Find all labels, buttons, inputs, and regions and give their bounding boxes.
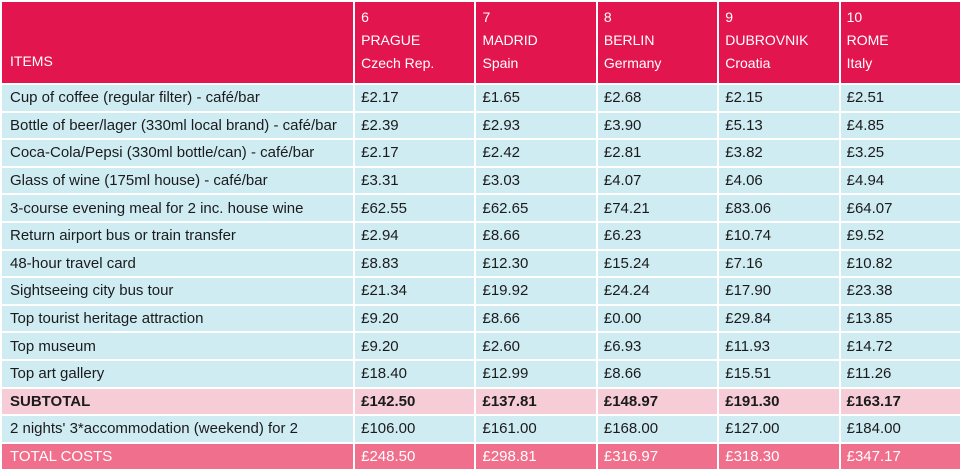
price-cell: £4.94 bbox=[841, 168, 960, 194]
price-cell: £2.17 bbox=[355, 140, 474, 166]
price-cell: £64.07 bbox=[841, 195, 960, 221]
price-cell: £9.20 bbox=[355, 333, 474, 359]
price-cell: £62.55 bbox=[355, 195, 474, 221]
price-cell: £127.00 bbox=[719, 416, 838, 442]
city-country: Italy bbox=[846, 55, 873, 71]
table-row bbox=[2, 195, 960, 221]
price-cell: £4.07 bbox=[598, 168, 717, 194]
price-cell: £106.00 bbox=[355, 416, 474, 442]
price-cell: £10.74 bbox=[719, 223, 838, 249]
city-rank: 8 bbox=[603, 9, 612, 25]
price-cell: £316.97 bbox=[598, 444, 717, 470]
table-row bbox=[2, 140, 960, 166]
city-country: Croatia bbox=[725, 55, 771, 71]
table-header bbox=[2, 2, 960, 83]
price-cell: £23.38 bbox=[841, 278, 960, 304]
price-cell: £3.31 bbox=[355, 168, 474, 194]
price-cell: £9.52 bbox=[841, 223, 960, 249]
price-cell: £4.06 bbox=[719, 168, 838, 194]
price-cell: £15.24 bbox=[598, 251, 717, 277]
table-row bbox=[2, 361, 960, 387]
price-cell: £2.42 bbox=[476, 140, 595, 166]
city-rank: 7 bbox=[482, 9, 491, 25]
city-column-header-berlin bbox=[598, 2, 717, 83]
price-cell: £8.66 bbox=[598, 361, 717, 387]
price-cell: £3.25 bbox=[841, 140, 960, 166]
price-cell: £2.15 bbox=[719, 85, 838, 111]
city-country: Germany bbox=[603, 55, 662, 71]
price-cell: £15.51 bbox=[719, 361, 838, 387]
city-column-header-prague bbox=[355, 2, 474, 83]
price-cell: £161.00 bbox=[476, 416, 595, 442]
total-costs-row bbox=[2, 444, 960, 470]
city-name: ROME bbox=[846, 32, 889, 48]
item-cell: 3-course evening meal for 2 inc. house wine bbox=[2, 195, 353, 221]
items-column-header bbox=[2, 2, 353, 83]
city-name: BERLIN bbox=[603, 32, 655, 48]
price-cell: £248.50 bbox=[355, 444, 474, 470]
item-cell: Top tourist heritage attraction bbox=[2, 306, 353, 332]
header-row bbox=[2, 2, 960, 83]
price-cell: £11.26 bbox=[841, 361, 960, 387]
price-cell: £2.81 bbox=[598, 140, 717, 166]
price-cell: £8.66 bbox=[476, 223, 595, 249]
price-cell: £3.03 bbox=[476, 168, 595, 194]
city-rank: 6 bbox=[361, 9, 369, 25]
price-cell: £83.06 bbox=[719, 195, 838, 221]
table-row bbox=[2, 251, 960, 277]
city-column-header-rome bbox=[841, 2, 960, 83]
item-cell: Return airport bus or train transfer bbox=[2, 223, 353, 249]
table-row bbox=[2, 85, 960, 111]
price-cell: £8.66 bbox=[476, 306, 595, 332]
city-name: MADRID bbox=[482, 32, 538, 48]
price-cell: £14.72 bbox=[841, 333, 960, 359]
price-cell: £2.60 bbox=[476, 333, 595, 359]
table-row bbox=[2, 113, 960, 139]
price-cell: £13.85 bbox=[841, 306, 960, 332]
price-cell: £12.30 bbox=[476, 251, 595, 277]
price-cell: £298.81 bbox=[476, 444, 595, 470]
table-row bbox=[2, 168, 960, 194]
accommodation-row bbox=[2, 416, 960, 442]
price-cell: £168.00 bbox=[598, 416, 717, 442]
price-cell: £142.50 bbox=[355, 389, 474, 415]
price-cell: £2.51 bbox=[841, 85, 960, 111]
item-cell: 2 nights' 3*accommodation (weekend) for 2 bbox=[2, 416, 353, 442]
table-row bbox=[2, 306, 960, 332]
price-cell: £6.23 bbox=[598, 223, 717, 249]
item-cell: SUBTOTAL bbox=[2, 389, 353, 415]
price-cell: £12.99 bbox=[476, 361, 595, 387]
price-cell: £2.68 bbox=[598, 85, 717, 111]
table-row bbox=[2, 278, 960, 304]
price-cell: £148.97 bbox=[598, 389, 717, 415]
item-cell: Coca-Cola/Pepsi (330ml bottle/can) - café/bar bbox=[2, 140, 353, 166]
price-cell: £7.16 bbox=[719, 251, 838, 277]
city-column-header-dubrovnik bbox=[719, 2, 838, 83]
item-cell: Glass of wine (175ml house) - café/bar bbox=[2, 168, 353, 194]
item-cell: TOTAL COSTS bbox=[2, 444, 353, 470]
price-cell: £24.24 bbox=[598, 278, 717, 304]
price-cell: £2.17 bbox=[355, 85, 474, 111]
city-country: Spain bbox=[482, 55, 519, 71]
price-cell: £137.81 bbox=[476, 389, 595, 415]
price-cell: £74.21 bbox=[598, 195, 717, 221]
price-cell: £29.84 bbox=[719, 306, 838, 332]
price-cell: £9.20 bbox=[355, 306, 474, 332]
price-cell: £18.40 bbox=[355, 361, 474, 387]
price-cell: £11.93 bbox=[719, 333, 838, 359]
table-row bbox=[2, 223, 960, 249]
price-cell: £347.17 bbox=[841, 444, 960, 470]
price-cell: £10.82 bbox=[841, 251, 960, 277]
price-cell: £2.39 bbox=[355, 113, 474, 139]
price-cell: £5.13 bbox=[719, 113, 838, 139]
city-rank: 9 bbox=[725, 9, 734, 25]
items-header-label: ITEMS bbox=[10, 53, 53, 69]
price-cell: £6.93 bbox=[598, 333, 717, 359]
price-cell: £2.93 bbox=[476, 113, 595, 139]
price-cell: £3.90 bbox=[598, 113, 717, 139]
item-cell: Sightseeing city bus tour bbox=[2, 278, 353, 304]
price-cell: £8.83 bbox=[355, 251, 474, 277]
city-name: PRAGUE bbox=[361, 32, 421, 48]
item-cell: Cup of coffee (regular filter) - café/bar bbox=[2, 85, 353, 111]
price-cell: £184.00 bbox=[841, 416, 960, 442]
city-column-header-madrid bbox=[476, 2, 595, 83]
table-body bbox=[2, 85, 960, 469]
price-cell: £62.65 bbox=[476, 195, 595, 221]
table-row bbox=[2, 333, 960, 359]
city-rank: 10 bbox=[846, 9, 863, 25]
price-cell: £0.00 bbox=[598, 306, 717, 332]
city-name: DUBROVNIK bbox=[725, 32, 809, 48]
price-cell: £2.94 bbox=[355, 223, 474, 249]
price-cell: £318.30 bbox=[719, 444, 838, 470]
subtotal-row bbox=[2, 389, 960, 415]
price-cell: £21.34 bbox=[355, 278, 474, 304]
item-cell: Top art gallery bbox=[2, 361, 353, 387]
price-cell: £19.92 bbox=[476, 278, 595, 304]
city-country: Czech Rep. bbox=[361, 55, 435, 71]
price-cell: £163.17 bbox=[841, 389, 960, 415]
price-cell: £3.82 bbox=[719, 140, 838, 166]
price-cell: £17.90 bbox=[719, 278, 838, 304]
item-cell: Bottle of beer/lager (330ml local brand) - café/bar bbox=[2, 113, 353, 139]
price-cell: £4.85 bbox=[841, 113, 960, 139]
price-cell: £1.65 bbox=[476, 85, 595, 111]
price-cell: £191.30 bbox=[719, 389, 838, 415]
item-cell: Top museum bbox=[2, 333, 353, 359]
item-cell: 48-hour travel card bbox=[2, 251, 353, 277]
